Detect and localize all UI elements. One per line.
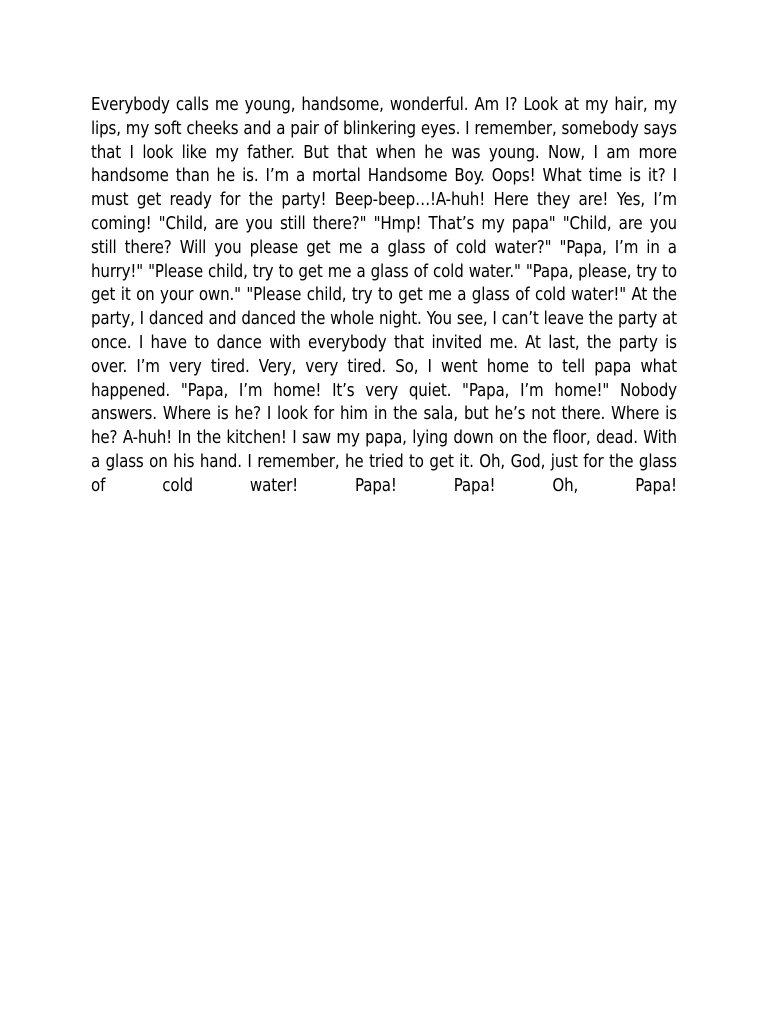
- body-paragraph: Everybody calls me young, handsome, wonderful. Am I? Look at my hair, my lips, my soft cheeks and a pair of blinkering eyes. I remember, somebody says that I look like my father. But that when he was young. Now, I am more handsome than he is. I’m a mortal Handsome Boy. Oops! What time is it? I must get ready for the party! Beep-beep…!A-huh! Here they are! Yes, I’m coming! "Child, are you still there?" "Hmp! That’s my papa" "Child, are you still there? Will you please get me a glass of cold water?" "Papa, I’m in a hurry!" "Please child, try to get me a glass of cold water." "Papa, please, try to get it on your own." "Please child, try to get me a glass of cold water!" At the party, I danced and danced the whole night. You see, I can’t leave the party at once. I have to dance with everybody that invited me. At last, the party is over. I’m very tired. Very, very tired. So, I went home to tell papa what happened. "Papa, I’m home! It’s very quiet. "Papa, I’m home!" Nobody answers. Where is he? I look for him in the sala, but he’s not there. Where is he? A-huh! In the kitchen! I saw my papa, lying down on the floor, dead. With a glass on his hand. I remember, he tried to get it. Oh, God, just for the glass of cold water! Papa! Papa! Oh, Papa!: [91, 94, 677, 496]
